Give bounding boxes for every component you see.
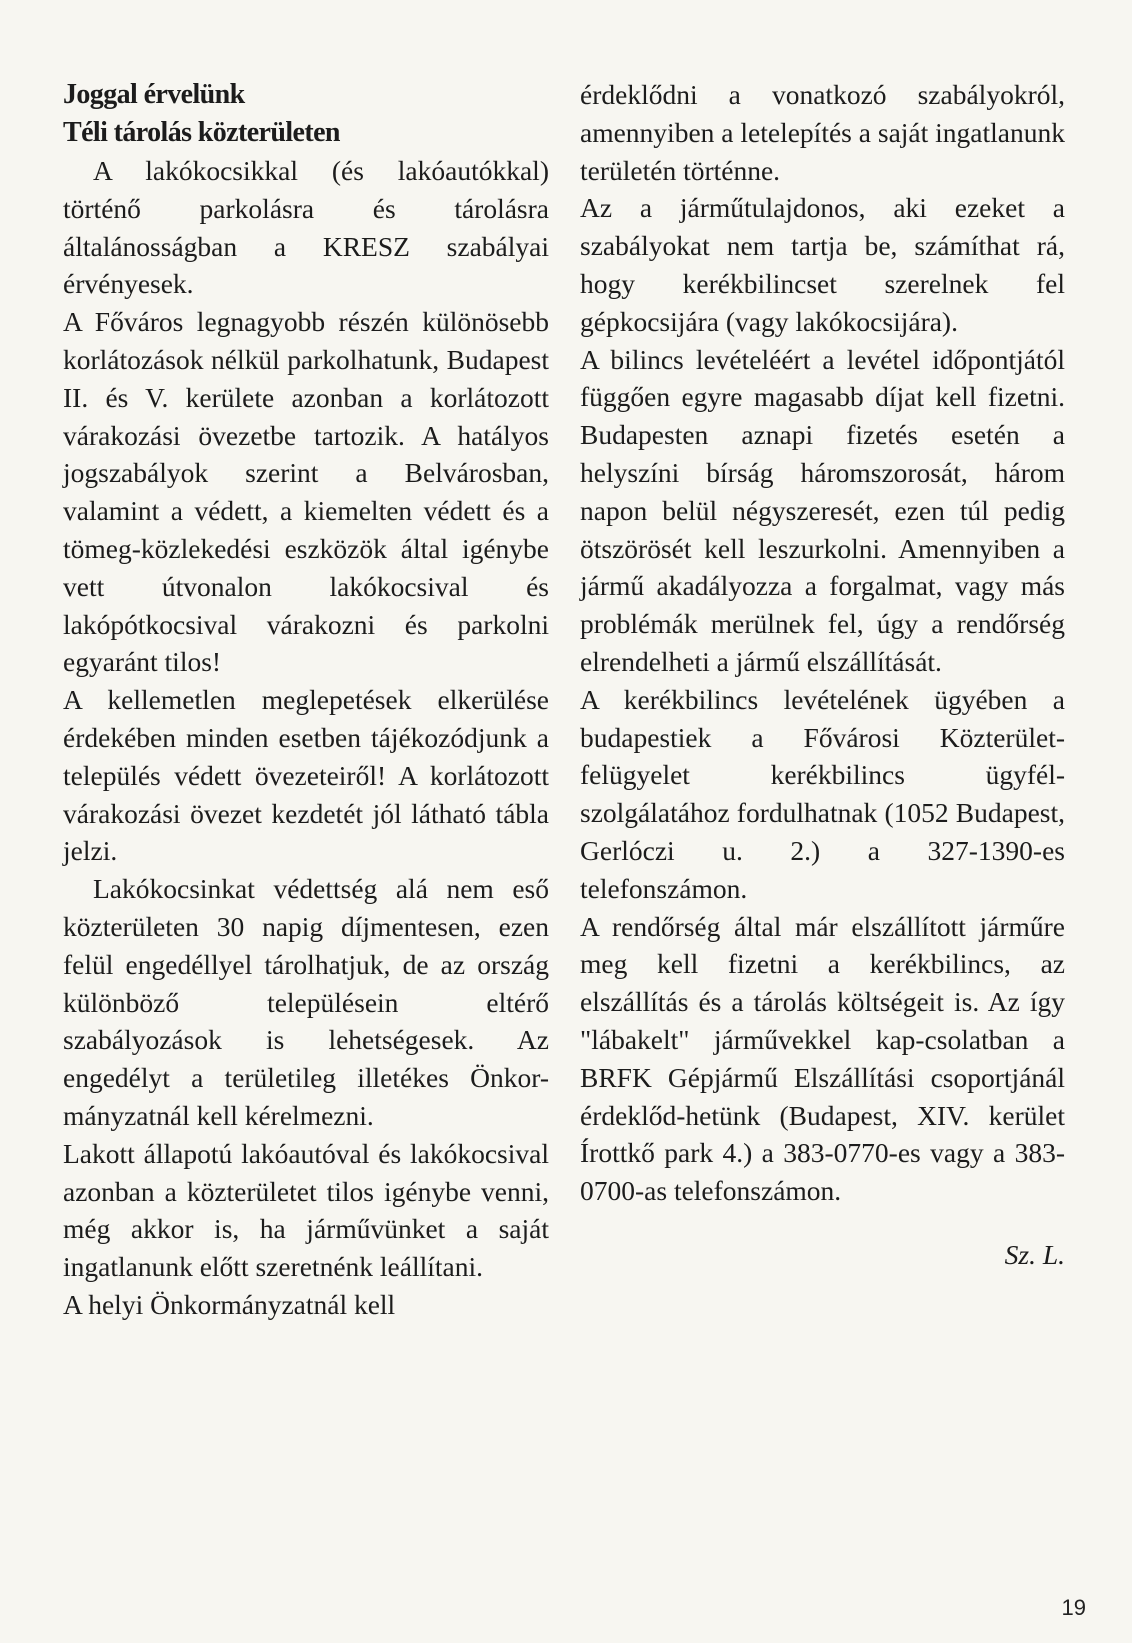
paragraph: Lakókocsinkat védettség alá nem eső közterületen 30 napig díjmentesen, ezen felül engedéllyel tárolhatjuk, de az ország különböző településein eltérő szabályozások is lehetségesek. Az engedélyt a területileg illetékes Önkor-mányzatnál kell kérelmezni. [63,873,549,1131]
paragraph: érdeklődni a vonatkozó szabályokról, amennyiben a letelepítés a saját ingatlanunk területén történne. [580,79,1065,186]
paragraph: A helyi Önkormányzatnál kell [63,1288,396,1320]
right-column [580,76,1065,1274]
author-signature: Sz. L. [1004,1238,1065,1270]
paragraph: Lakott állapotú lakóautóval és lakókocsival azonban a közterületet tilos igénybe venni, még akkor is, ha járművünket a saját ingatlanunk előtt szeretnénk leállítani. [63,1137,549,1283]
paragraph: A kerékbilincs levételének ügyében a budapestiek a Fővárosi Közterület-felügyelet kerékbilincs ügyfél-szolgálatához fordulhatnak (1052 Budapest, Gerlóczi u. 2.) a 327-1390-es telefonszámon. [580,683,1065,904]
article-title: Téli tárolás közterületen [63,117,340,148]
page-number: 19 [1061,1595,1086,1620]
paragraph: A bilincs levételéért a levétel időpontjától függően egyre magasabb díjat kell fizetni. Budapesten aznapi fizetés esetén a helyszíni bírság háromszorosát, három napon belül négyszeresét, ezen túl pedig ötszörösét kell leszurkolni. Amennyiben a jármű akadályozza a forgalmat, vagy más problémák merülnek fel, úgy a rendőrség elrendelheti a jármű elszállítását. [580,343,1065,677]
section-kicker: Joggal érvelünk [63,79,245,110]
paragraph: A kellemetlen meglepetések elkerülése érdekében minden esetben tájékozódjunk a település védett övezeteiről! A korlátozott várakozási övezet kezdetét jól látható tábla jelzi. [63,684,549,867]
paragraph: A Főváros legnagyobb részén különösebb korlátozások nélkül parkolhatunk, Budapest II. és V. kerülete azonban a korlátozott várakozási övezetbe tartozik. A hatályos jogszabályok szerint a Belvárosban, valamint a védett, a kiemelten védett és a tömeg-közlekedési eszközök által igénybe vett útvonalon lakókocsival és lakópótkocsival várakozni és parkolni egyaránt tilos! [63,306,549,678]
paragraph: A rendőrség által már elszállított járműre meg kell fizetni a kerékbilincs, az elszállítás és a tárolás költségeit is. Az így "lábakelt" járművekkel kap-csolatban a BRFK Gépjármű Elszállítási csoportjánál érdeklőd-hetünk (Budapest, XIV. kerület Írottkő park 4.) a 383-0770-es vagy a 383-0700-as telefonszámon. [580,910,1065,1207]
left-column [63,76,549,1324]
paragraph: A lakókocsikkal (és lakóautókkal) történő parkolásra és tárolásra általánosságban a KRESZ szabályai érvényesek. [63,155,549,300]
paragraph: Az a járműtulajdonos, aki ezeket a szabályokat nem tartja be, számíthat rá, hogy kerékbilincset szerelnek fel gépkocsijára (vagy lakókocsijára). [580,192,1065,337]
